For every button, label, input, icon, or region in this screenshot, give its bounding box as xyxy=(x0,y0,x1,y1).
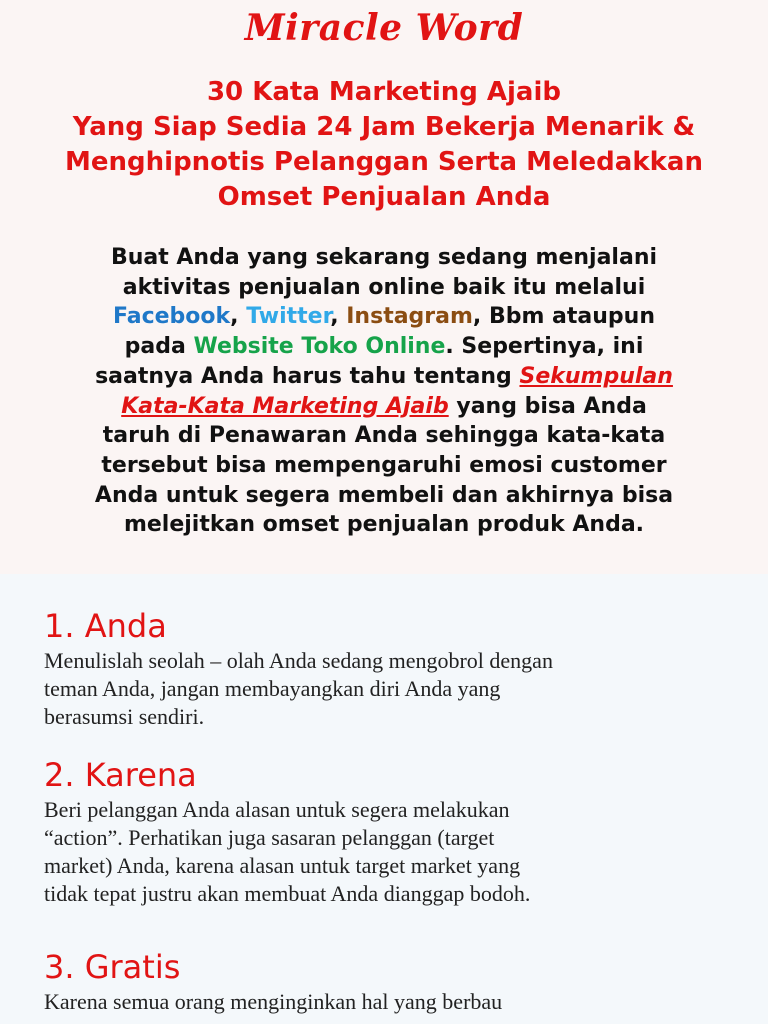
section-karena xyxy=(44,756,724,908)
section-anda xyxy=(44,607,724,731)
intro-line-post: . Sepertinya, ini xyxy=(445,334,644,360)
twitter-text: Twitter xyxy=(246,304,331,330)
highlight-text: Sekumpulan xyxy=(519,363,673,389)
heading-line: Yang Siap Sedia 24 Jam Bekerja Menarik & xyxy=(72,112,696,142)
intro-line: aktivitas penjualan online baik itu melalui xyxy=(122,274,646,300)
heading-line: Omset Penjualan Anda xyxy=(217,182,551,212)
page-heading xyxy=(0,75,768,215)
intro-line-pre: pada xyxy=(124,334,194,360)
section-gratis xyxy=(44,948,724,1016)
intro-line: Buat Anda yang sekarang sedang menjalani xyxy=(110,245,658,270)
heading-line: Menghipnotis Pelanggan Serta Meledakkan xyxy=(65,147,703,177)
section-body: Menulislah seolah – olah Anda sedang mengobrol dengan teman Anda, jangan membayangkan diri Anda yang berasumsi sendiri. xyxy=(44,648,553,729)
brand-title: Miracle Word xyxy=(244,7,524,49)
instagram-text: Instagram xyxy=(346,304,473,330)
intro-line-rest: , Bbm ataupun xyxy=(472,304,655,330)
section-title: 2. Karena xyxy=(44,756,197,794)
website-text: Website Toko Online xyxy=(193,334,446,360)
section-body: Karena semua orang menginginkan hal yang berbau xyxy=(44,989,503,1014)
intro-line: taruh di Penawaran Anda sehingga kata-kata xyxy=(102,423,666,449)
highlight-text: Kata-Kata Marketing Ajaib xyxy=(121,393,449,419)
intro-line-post: yang bisa Anda xyxy=(448,393,647,419)
intro-paragraph xyxy=(30,243,738,540)
intro-line: Anda untuk segera membeli dan akhirnya bisa xyxy=(94,482,674,508)
section-body: Beri pelanggan Anda alasan untuk segera melakukan “action”. Perhatikan juga sasaran pelanggan (target market) Anda, karena alasan untuk target market yang tidak tepat justru akan membuat Anda dianggap bodoh. xyxy=(44,797,531,906)
facebook-text: Facebook xyxy=(113,304,231,330)
heading-line: 30 Kata Marketing Ajaib xyxy=(206,77,562,107)
intro-line-pre: saatnya Anda harus tahu tentang xyxy=(95,363,520,389)
section-title: 1. Anda xyxy=(44,607,167,645)
intro-line xyxy=(30,362,738,392)
intro-line xyxy=(30,392,738,422)
intro-line xyxy=(30,332,738,362)
intro-line: Facebook, Twitter, Instagram, Bbm ataupun xyxy=(113,304,655,330)
intro-line: melejitkan omset penjualan produk Anda. xyxy=(123,512,645,538)
section-title: 3. Gratis xyxy=(44,948,181,986)
intro-line: tersebut bisa mempengaruhi emosi customer xyxy=(101,452,667,478)
